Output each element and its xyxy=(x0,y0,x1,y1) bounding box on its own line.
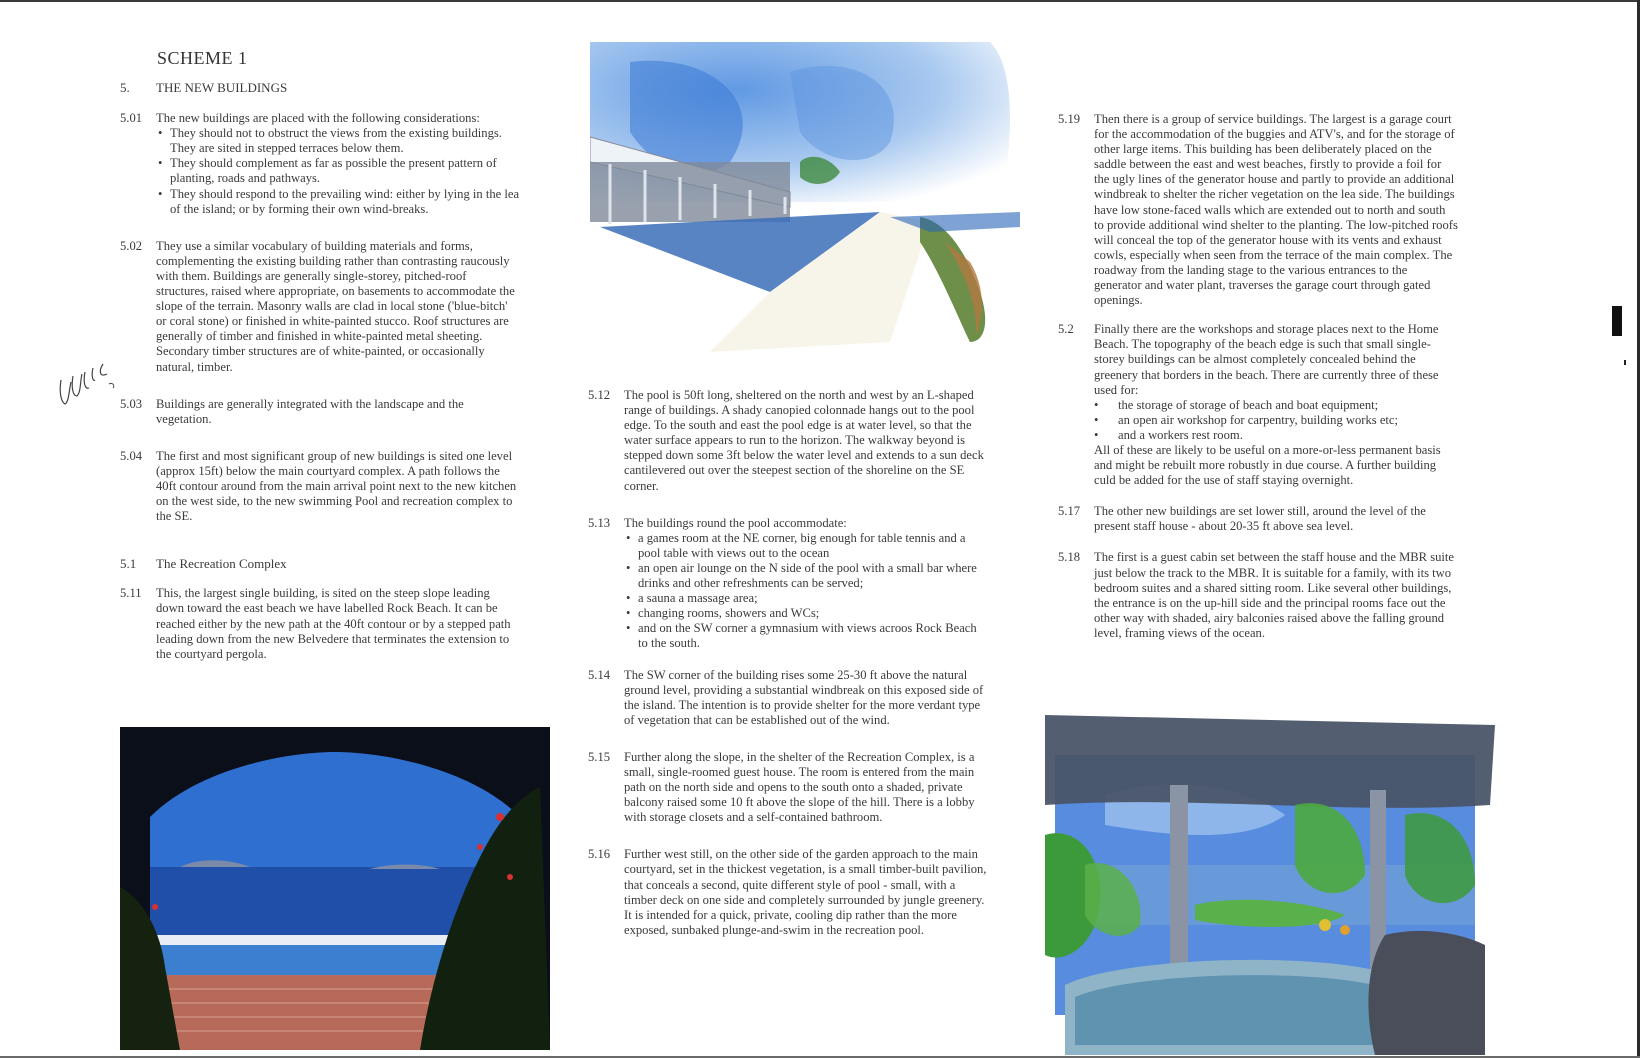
paragraph-5-15 xyxy=(588,750,988,825)
handwritten-margin-note xyxy=(55,362,125,422)
paragraph-5-14 xyxy=(588,668,988,728)
paragraph-number: 5.16 xyxy=(588,847,611,862)
paragraph-text: The first and most significant group of new buildings is sited one level (approx 15ft) below the main courtyard complex. A path follows the 40ft contour around from the main arrival point next to the new kitchen on the west side, to the new swimming Pool and recreation complex to the SE. xyxy=(156,448,517,524)
paragraph-5-19 xyxy=(1058,112,1458,308)
list-item: • They should complement as far as possible the present pattern of planting, roads and pathways. xyxy=(156,156,520,186)
paragraph-5-16 xyxy=(588,847,988,938)
list-item: • and a workers rest room. xyxy=(1094,428,1458,443)
paragraph-number: 5.15 xyxy=(588,749,611,764)
binding-tab-mark xyxy=(1612,306,1622,336)
subsection-title: The Recreation Complex xyxy=(156,556,287,572)
paragraph-5-04 xyxy=(120,449,520,524)
column-left xyxy=(120,80,520,684)
paragraph-5-12 xyxy=(588,388,988,494)
bullet-list xyxy=(156,126,520,217)
subsection-heading xyxy=(120,556,520,571)
bullet-list xyxy=(624,531,988,652)
list-item: • an open air lounge on the N side of the pool with a small bar where drinks and other refreshments can be served; xyxy=(624,561,988,591)
paragraph-5-18 xyxy=(1058,550,1458,641)
scan-dot-mark xyxy=(1624,360,1626,365)
paragraph-number: 5.02 xyxy=(120,238,143,253)
paragraph-5-13 xyxy=(588,516,988,652)
list-item: • an open air workshop for carpentry, building works etc; xyxy=(1094,413,1458,428)
section-title: THE NEW BUILDINGS xyxy=(156,80,288,95)
paragraph-text: Buildings are generally integrated with the landscape and the vegetation. xyxy=(156,396,464,426)
paragraph-intro: The new buildings are placed with the following considerations: xyxy=(156,111,480,126)
paragraph-number: 5.14 xyxy=(588,667,611,682)
paragraph-text: The pool is 50ft long, sheltered on the north and west by an L-shaped range of buildings. A shady canopied colonnade hangs out to the pool edge. To the south and east the pool edge is at water level, so that the water surface appears to run to the horizon. The walkway beyond is stepped down some 3ft below the water level and extends to a sun deck cantilevered out over the steepest section of the shoreline on the SE corner. xyxy=(624,388,984,493)
list-item: • a games room at the NE corner, big enough for table tennis and a pool table with views out to the ocean xyxy=(624,531,988,561)
paragraph-number: 5.2 xyxy=(1058,322,1074,337)
scheme-title: SCHEME 1 xyxy=(157,48,248,68)
paragraph-5-01 xyxy=(120,111,520,217)
paragraph-number: 5.18 xyxy=(1058,550,1081,565)
paragraph-number: 5.19 xyxy=(1058,112,1081,126)
paragraph-5-11 xyxy=(120,586,520,661)
paragraph-intro: The buildings round the pool accommodate: xyxy=(624,515,847,530)
paragraph-number: 5.17 xyxy=(1058,504,1081,519)
paragraph-number: 5.01 xyxy=(120,111,143,126)
paragraph-text: This, the largest single building, is sited on the steep slope leading down toward the east beach we have labelled Rock Beach. It can be reached either by the new path at the 40ft contour or by a stepped path leading down from the new Belvedere that terminates the extension to the courtyard pergola. xyxy=(156,586,511,661)
list-item: • the storage of storage of beach and boat equipment; xyxy=(1094,398,1458,413)
list-item: • a sauna a massage area; xyxy=(624,591,988,606)
paragraph-number: 5.11 xyxy=(120,586,142,601)
paragraph-text: The first is a guest cabin set between the staff house and the MBR suite just below the track to the MBR. It is suitable for a family, with its two bedroom suites and a shared sitting room. Like several other buildings, the entrance is on the up-hill side and the principal rooms face out the other way with shaded, airy balconies raised above the falling ground level, framing views of the ocean. xyxy=(1094,550,1455,640)
pool-colonnade-sketch xyxy=(590,42,1030,352)
list-item: • They should not to obstruct the views from the existing buildings. They are sited in stepped terraces below them. xyxy=(156,126,520,156)
list-item: • changing rooms, showers and WCs; xyxy=(624,606,988,621)
section-heading xyxy=(120,80,520,95)
paragraph-number: 5.03 xyxy=(120,396,143,411)
terrace-pool-sketch xyxy=(1045,715,1495,1055)
paragraph-text: They use a similar vocabulary of building materials and forms, complementing the existing building rather than contrasting raucously with them. Buildings are generally single-storey, pitched-roof structures, raised where appropriate, on basements to accommodate the slope of the terrain. Masonry walls are clad in local stone ('blue-bitch' or coral stone) or finished in white-painted stucco. Roof structures are generally of timber and finished in white-painted metal sheeting. Secondary timber structures are of white-painted, or occasionally natural, timber. xyxy=(156,238,515,374)
paragraph-number: 5.13 xyxy=(588,515,611,530)
paragraph-text: Further west still, on the other side of the garden approach to the main courtyard, set in the thickest vegetation, is a small timber-built pavilion, that conceals a second, quite different style of pool - small, with a timber deck on one side and completely surrounded by jungle greenery. It is intended for a quick, private, cooling dip rather than the more exposed, sunbaked plunge-and-swim in the recreation pool. xyxy=(624,847,987,937)
paragraph-number: 5.04 xyxy=(120,448,143,463)
paragraph-intro: Finally there are the workshops and storage places next to the Home Beach. The topography of the beach edge is such that small single-storey buildings can be almost completely concealed behind the greenery that borders in the beach. There are currently three of these used for: xyxy=(1094,322,1439,397)
column-right xyxy=(1058,112,1458,663)
subsection-number: 5.1 xyxy=(120,556,137,572)
paragraph-text: Then there is a group of service buildings. The largest is a garage court for the accommodation of the buggies and ATV's, and for the storage of other large items. This building has been deliberately placed on the saddle between the east and west beaches, firstly to provide a foil for the ugly lines of the generator house and partly to provide an additional windbreak to shelter the richer vegetation on the lea side. The buildings have low stone-faced walls which are extended out to north and south to provide additional wind shelter to the planting. The low-pitched roofs will conceal the top of the generator house with its vents and exhaust cowls, especially when seen from the terrace of the main complex. The roadway from the landing stage to the various entrances to the generator and water plant, traverses the garage court through gated openings. xyxy=(1094,112,1458,308)
scan-edge-top xyxy=(0,0,1640,2)
arched-ocean-view-photo xyxy=(120,727,550,1050)
paragraph-number: 5.12 xyxy=(588,388,611,402)
section-number: 5. xyxy=(120,80,130,95)
paragraph-5-17 xyxy=(1058,504,1458,534)
paragraph-outro: All of these are likely to be useful on a more-or-less permanent basis and might be rebuilt more robustly in due course. A further building culd be added for the use of staff staying overnight. xyxy=(1094,442,1441,488)
list-item: • and on the SW corner a gymnasium with views acroos Rock Beach to the south. xyxy=(624,621,988,651)
paragraph-5-03 xyxy=(120,397,520,427)
paragraph-5-2 xyxy=(1058,322,1458,488)
paragraph-text: The SW corner of the building rises some 25-30 ft above the natural ground level, providing a substantial windbreak on this exposed side of the island. The intention is to provide shelter for the more verdant type of vegetation that can be established out of the wind. xyxy=(624,667,984,727)
list-item: • They should respond to the prevailing wind: either by lying in the lea of the island; or by forming their own wind-breaks. xyxy=(156,187,520,217)
bullet-list xyxy=(1094,398,1458,443)
column-middle xyxy=(588,388,988,960)
paragraph-5-02 xyxy=(120,239,520,375)
paragraph-text: The other new buildings are set lower still, around the level of the present staff house - about 20-35 ft above sea level. xyxy=(1094,504,1426,534)
paragraph-text: Further along the slope, in the shelter of the Recreation Complex, is a small, single-roomed guest house. The room is entered from the main path on the north side and opens to the south onto a shaded, private balcony raised some 10 ft above the slope of the hill. There is a lobby with storage closets and a self-contained bathroom. xyxy=(624,749,975,825)
